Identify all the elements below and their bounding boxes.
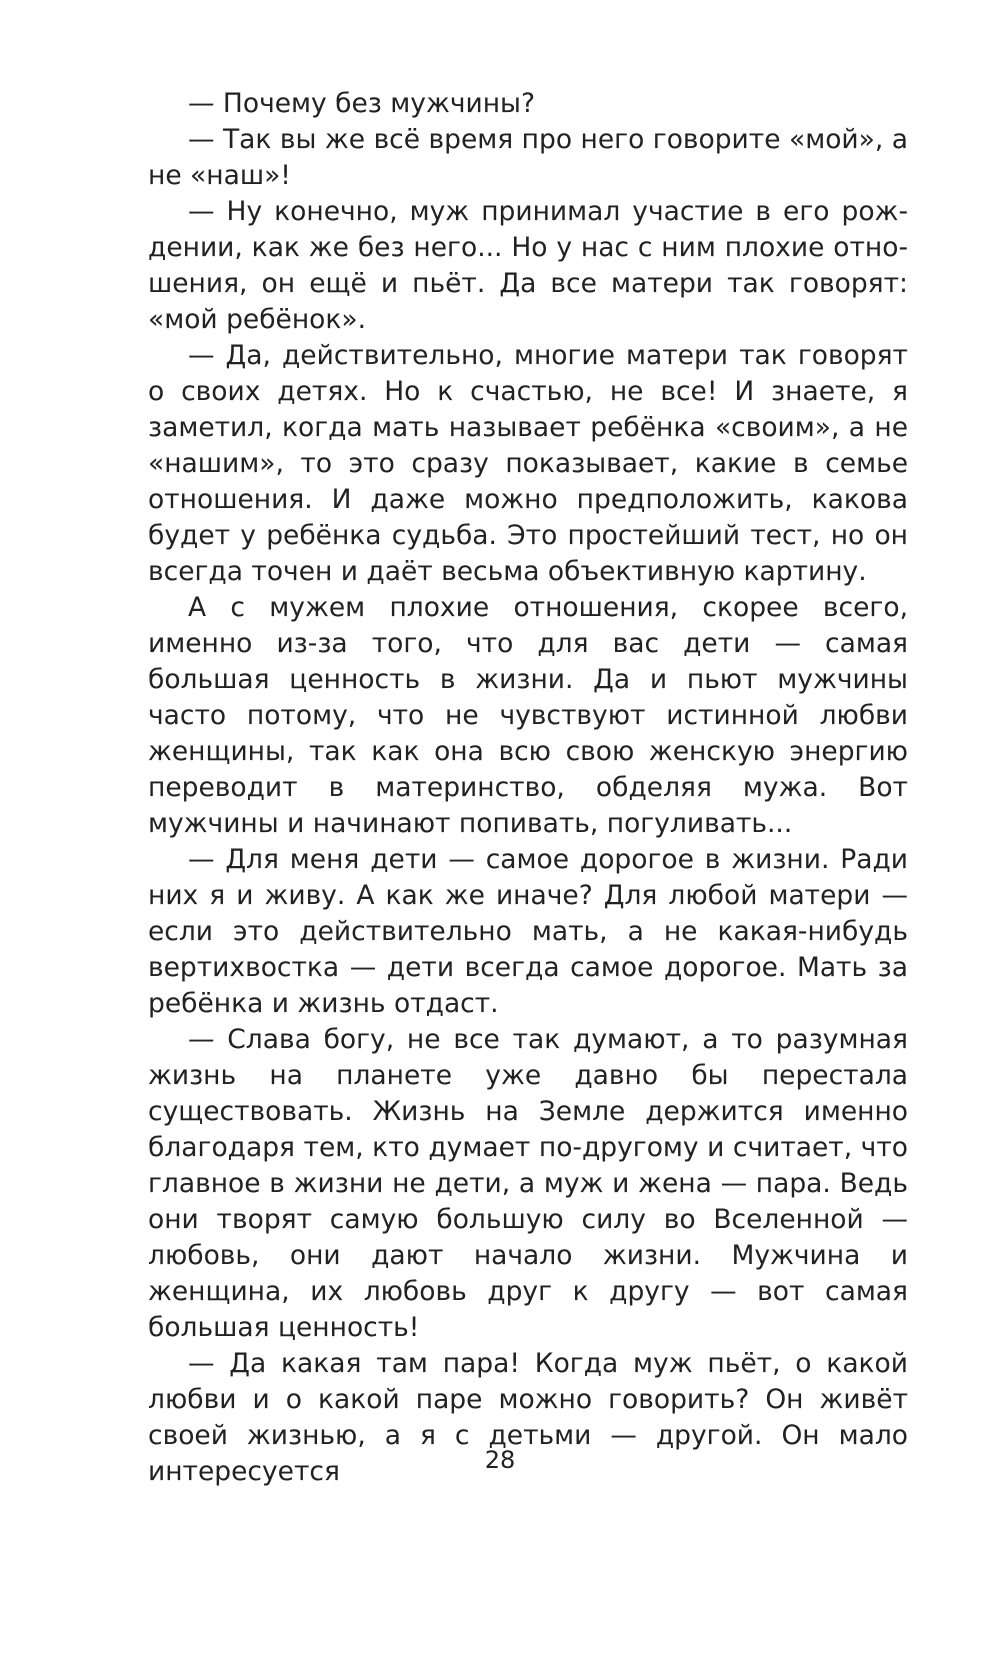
paragraph-3: — Ну конечно, муж принимал участие в его рождении, как же без него... Но у нас с ним плохие отношения, он ещё и пьёт. Да все матери так говорят: «мой ребёнок». (148, 196, 908, 335)
page-number: 28 (484, 1446, 516, 1474)
paragraph-1: — Почему без мужчины? (188, 88, 536, 119)
page-body (148, 86, 908, 1490)
paragraph-5: А с мужем плохие отношения, скорее всего, именно из-за того, что для вас дети — самая большая ценность в жизни. Да и пьют мужчины часто потому, что не чувствуют истинной любви женщины, так как она всю свою женскую энергию переводит в материнство, обделяя мужа. Вот мужчины и начинают попивать, погуливать... (148, 592, 908, 839)
paragraph-7: — Слава богу, не все так думают, а то разумная жизнь на планете уже давно бы перестала существовать. Жизнь на Земле держится именно благодаря тем, кто думает по-другому и считает, что главное в жизни не дети, а муж и жена — пара. Ведь они творят самую большую силу во Вселенной — любовь, они дают начало жизни. Мужчина и женщина, их любовь друг к другу — вот самая большая ценность! (148, 1024, 908, 1343)
paragraph-6: — Для меня дети — самое дорогое в жизни. Ради них я и живу. А как же иначе? Для любой матери — если это действительно мать, а не какая-нибудь вертихвостка — дети всегда самое дорогое. Мать за ребёнка и жизнь отдаст. (148, 844, 908, 1019)
paragraph-8: — Да какая там пара! Когда муж пьёт, о какой любви и о какой паре можно говорить? Он живёт своей жизнью, а я с детьми — другой. Он мало интересуется (148, 1348, 908, 1487)
paragraph-4: — Да, действительно, многие матери так говорят о своих детях. Но к счастью, не все! И знаете, я заметил, когда мать называет ребёнка «своим», а не «нашим», то это сразу показывает, какие в семье отношения. И даже можно предположить, какова будет у ребёнка судьба. Это простейший тест, но он всегда точен и даёт весьма объективную картину. (148, 340, 908, 587)
paragraph-2: — Так вы же всё время про него говорите «мой», а не «наш»! (148, 124, 908, 191)
